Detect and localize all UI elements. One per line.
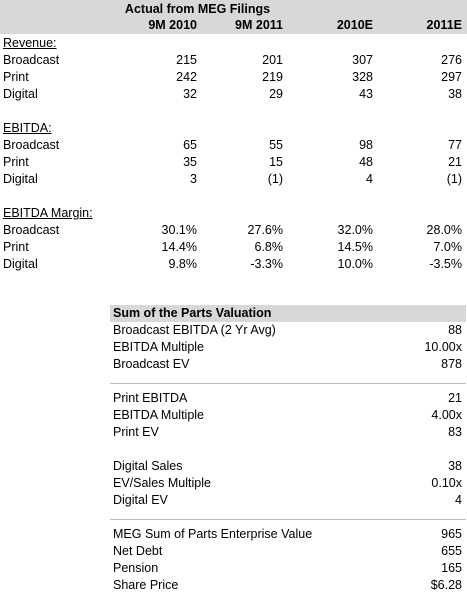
meg-filings-table bbox=[0, 0, 467, 283]
table-row bbox=[0, 138, 467, 155]
cell-value: 14.4% bbox=[161, 240, 197, 254]
cell-value: 6.8% bbox=[254, 240, 283, 254]
valuation-row bbox=[110, 340, 466, 357]
cell-value: 35 bbox=[183, 155, 197, 169]
row-label: Print bbox=[3, 155, 29, 169]
valuation-row bbox=[110, 459, 466, 476]
table-title: Actual from MEG Filings bbox=[124, 2, 271, 16]
table-row bbox=[0, 155, 467, 172]
row-label: Broadcast bbox=[3, 223, 60, 237]
valuation-value: 88 bbox=[448, 323, 462, 337]
cell-value: -3.3% bbox=[250, 257, 283, 271]
cell-value: 215 bbox=[176, 53, 197, 67]
valuation-value: 0.10x bbox=[431, 476, 462, 490]
cell-value: 7.0% bbox=[433, 240, 462, 254]
cell-value: 30.1% bbox=[161, 223, 197, 237]
table-row bbox=[0, 257, 467, 274]
table-row bbox=[0, 223, 467, 240]
valuation-row bbox=[110, 357, 466, 374]
cell-value: 242 bbox=[176, 70, 197, 84]
valuation-label: Net Debt bbox=[113, 544, 163, 558]
valuation-label: Share Price bbox=[113, 578, 179, 592]
valuation-label: Digital Sales bbox=[113, 459, 183, 473]
valuation-title: Sum of the Parts Valuation bbox=[113, 306, 272, 320]
table-row bbox=[0, 87, 467, 104]
row-label: Digital bbox=[3, 87, 38, 101]
valuation-row bbox=[110, 493, 466, 510]
table-row bbox=[0, 240, 467, 257]
cell-value: 98 bbox=[359, 138, 373, 152]
valuation-row bbox=[110, 578, 466, 595]
row-divider bbox=[110, 519, 466, 520]
valuation-value: 4.00x bbox=[431, 408, 462, 422]
cell-value: 201 bbox=[262, 53, 283, 67]
cell-value: 27.6% bbox=[247, 223, 283, 237]
valuation-row bbox=[110, 476, 466, 493]
cell-value: 28.0% bbox=[426, 223, 462, 237]
valuation-row bbox=[110, 527, 466, 544]
valuation-value: 83 bbox=[448, 425, 462, 439]
column-header-9m-2010: 9M 2010 bbox=[148, 18, 197, 32]
column-header-9m-2011: 9M 2011 bbox=[235, 18, 283, 32]
cell-value: 9.8% bbox=[168, 257, 197, 271]
valuation-row bbox=[110, 544, 466, 561]
valuation-label: MEG Sum of Parts Enterprise Value bbox=[113, 527, 313, 541]
cell-value: 43 bbox=[359, 87, 373, 101]
row-label: Broadcast bbox=[3, 53, 60, 67]
valuation-value: 21 bbox=[448, 391, 462, 405]
valuation-value: 655 bbox=[441, 544, 462, 558]
cell-value: 15 bbox=[269, 155, 283, 169]
valuation-value: 4 bbox=[455, 493, 462, 507]
row-label: Digital bbox=[3, 172, 38, 186]
section-heading-row bbox=[0, 121, 467, 138]
section-heading-ebitda-margin: EBITDA Margin: bbox=[3, 206, 93, 220]
section-heading-ebitda: EBITDA: bbox=[3, 121, 52, 135]
cell-value: (1) bbox=[267, 172, 283, 186]
cell-value: 14.5% bbox=[337, 240, 373, 254]
cell-value: 4 bbox=[366, 172, 373, 186]
cell-value: 48 bbox=[359, 155, 373, 169]
valuation-label: Print EBITDA bbox=[113, 391, 188, 405]
row-label: Print bbox=[3, 240, 29, 254]
valuation-label: EBITDA Multiple bbox=[113, 408, 205, 422]
cell-value: 55 bbox=[269, 138, 283, 152]
valuation-value: 965 bbox=[441, 527, 462, 541]
column-header-2011e: 2011E bbox=[426, 18, 462, 32]
table-row bbox=[0, 70, 467, 87]
valuation-value: 165 bbox=[441, 561, 462, 575]
valuation-value: 878 bbox=[441, 357, 462, 371]
cell-value: 38 bbox=[448, 87, 462, 101]
table-header bbox=[0, 0, 467, 34]
valuation-label: EBITDA Multiple bbox=[113, 340, 205, 354]
cell-value: (1) bbox=[446, 172, 462, 186]
cell-value: 10.0% bbox=[337, 257, 373, 271]
cell-value: 276 bbox=[441, 53, 462, 67]
cell-value: 77 bbox=[448, 138, 462, 152]
cell-value: 29 bbox=[269, 87, 283, 101]
valuation-value: 38 bbox=[448, 459, 462, 473]
row-divider bbox=[110, 383, 466, 384]
column-header-2010e: 2010E bbox=[336, 18, 373, 32]
valuation-header bbox=[110, 305, 466, 322]
valuation-value: 10.00x bbox=[424, 340, 462, 354]
valuation-row bbox=[110, 425, 466, 442]
valuation-row bbox=[110, 391, 466, 408]
valuation-row bbox=[110, 323, 466, 340]
valuation-label: Broadcast EBITDA (2 Yr Avg) bbox=[113, 323, 276, 337]
cell-value: 32 bbox=[183, 87, 197, 101]
valuation-label: Digital EV bbox=[113, 493, 168, 507]
row-label: Broadcast bbox=[3, 138, 60, 152]
cell-value: 297 bbox=[441, 70, 462, 84]
row-label: Digital bbox=[3, 257, 38, 271]
cell-value: 328 bbox=[352, 70, 373, 84]
row-label: Print bbox=[3, 70, 29, 84]
valuation-label: EV/Sales Multiple bbox=[113, 476, 211, 490]
table-row bbox=[0, 53, 467, 70]
cell-value: 219 bbox=[262, 70, 283, 84]
valuation-row bbox=[110, 561, 466, 578]
cell-value: -3.5% bbox=[429, 257, 462, 271]
cell-value: 307 bbox=[352, 53, 373, 67]
valuation-label: Pension bbox=[113, 561, 159, 575]
sum-of-parts-valuation bbox=[110, 305, 467, 603]
valuation-value: $6.28 bbox=[430, 578, 462, 592]
cell-value: 65 bbox=[183, 138, 197, 152]
section-heading-row bbox=[0, 36, 467, 53]
section-heading-row bbox=[0, 206, 467, 223]
cell-value: 21 bbox=[448, 155, 462, 169]
valuation-row bbox=[110, 408, 466, 425]
table-row bbox=[0, 172, 467, 189]
valuation-label: Print EV bbox=[113, 425, 159, 439]
valuation-label: Broadcast EV bbox=[113, 357, 190, 371]
cell-value: 3 bbox=[190, 172, 197, 186]
section-heading-revenue: Revenue: bbox=[3, 36, 57, 50]
cell-value: 32.0% bbox=[337, 223, 373, 237]
